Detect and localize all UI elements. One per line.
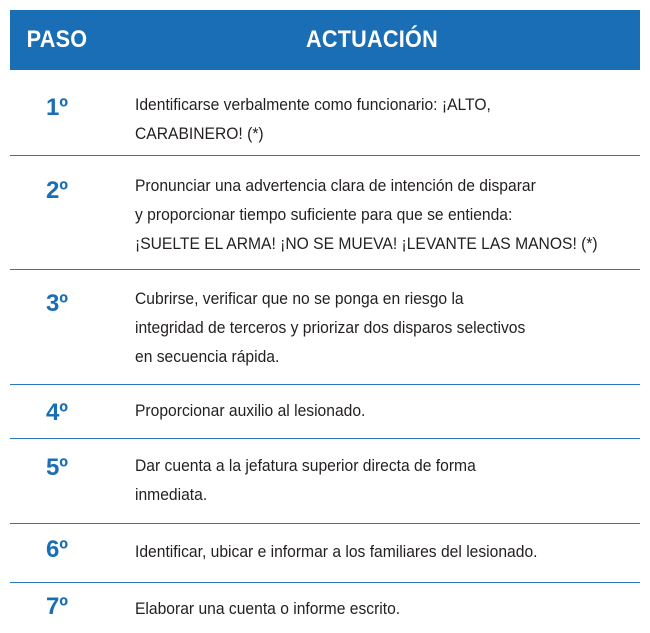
row-divider xyxy=(10,155,640,156)
step-number: 5º xyxy=(45,454,69,481)
step-description xyxy=(135,396,600,425)
description-line: Pronunciar una advertencia clara de intención de disparar xyxy=(135,176,536,195)
description-line: ¡SUELTE EL ARMA! ¡NO SE MUEVA! ¡LEVANTE LAS MANOS! (*) xyxy=(135,234,598,253)
description-line: y proporcionar tiempo suficiente para que se entienda: xyxy=(135,205,513,224)
table-row xyxy=(10,446,640,524)
description-line: Identificarse verbalmente como funcionario: ¡ALTO, xyxy=(135,95,491,114)
description-line: Elaborar una cuenta o informe escrito. xyxy=(135,599,401,618)
table-row xyxy=(10,165,640,269)
table-row xyxy=(10,392,640,437)
table-row xyxy=(10,588,640,632)
description-line: inmediata. xyxy=(135,485,208,504)
step-description xyxy=(135,451,600,509)
row-divider xyxy=(10,269,640,270)
step-number: 7º xyxy=(45,593,69,620)
row-divider xyxy=(10,438,640,439)
row-divider xyxy=(10,582,640,583)
description-line: Cubrirse, verificar que no se ponga en riesgo la xyxy=(135,289,464,308)
description-line: integridad de terceros y priorizar dos disparos selectivos xyxy=(135,318,526,337)
description-line: Identificar, ubicar e informar a los familiares del lesionado. xyxy=(135,542,538,561)
header-paso: PASO xyxy=(26,26,88,53)
step-number: 1º xyxy=(45,94,69,121)
table-row xyxy=(10,278,640,384)
step-description xyxy=(135,90,600,148)
description-line: CARABINERO! (*) xyxy=(135,124,264,143)
step-description xyxy=(135,594,600,623)
description-line: en secuencia rápida. xyxy=(135,347,280,366)
row-divider xyxy=(10,523,640,524)
description-line: Dar cuenta a la jefatura superior directa de forma xyxy=(135,456,476,475)
table-row xyxy=(10,82,640,156)
step-number: 6º xyxy=(45,536,69,563)
step-number: 3º xyxy=(45,290,69,317)
step-description xyxy=(135,537,600,566)
step-description xyxy=(135,284,600,371)
step-description xyxy=(135,171,600,258)
header-actuacion: ACTUACIÓN xyxy=(305,26,439,53)
step-number: 4º xyxy=(45,399,69,426)
table-header xyxy=(10,10,640,70)
row-divider xyxy=(10,384,640,385)
step-number: 2º xyxy=(45,177,69,204)
table-row xyxy=(10,530,640,580)
description-line: Proporcionar auxilio al lesionado. xyxy=(135,401,366,420)
